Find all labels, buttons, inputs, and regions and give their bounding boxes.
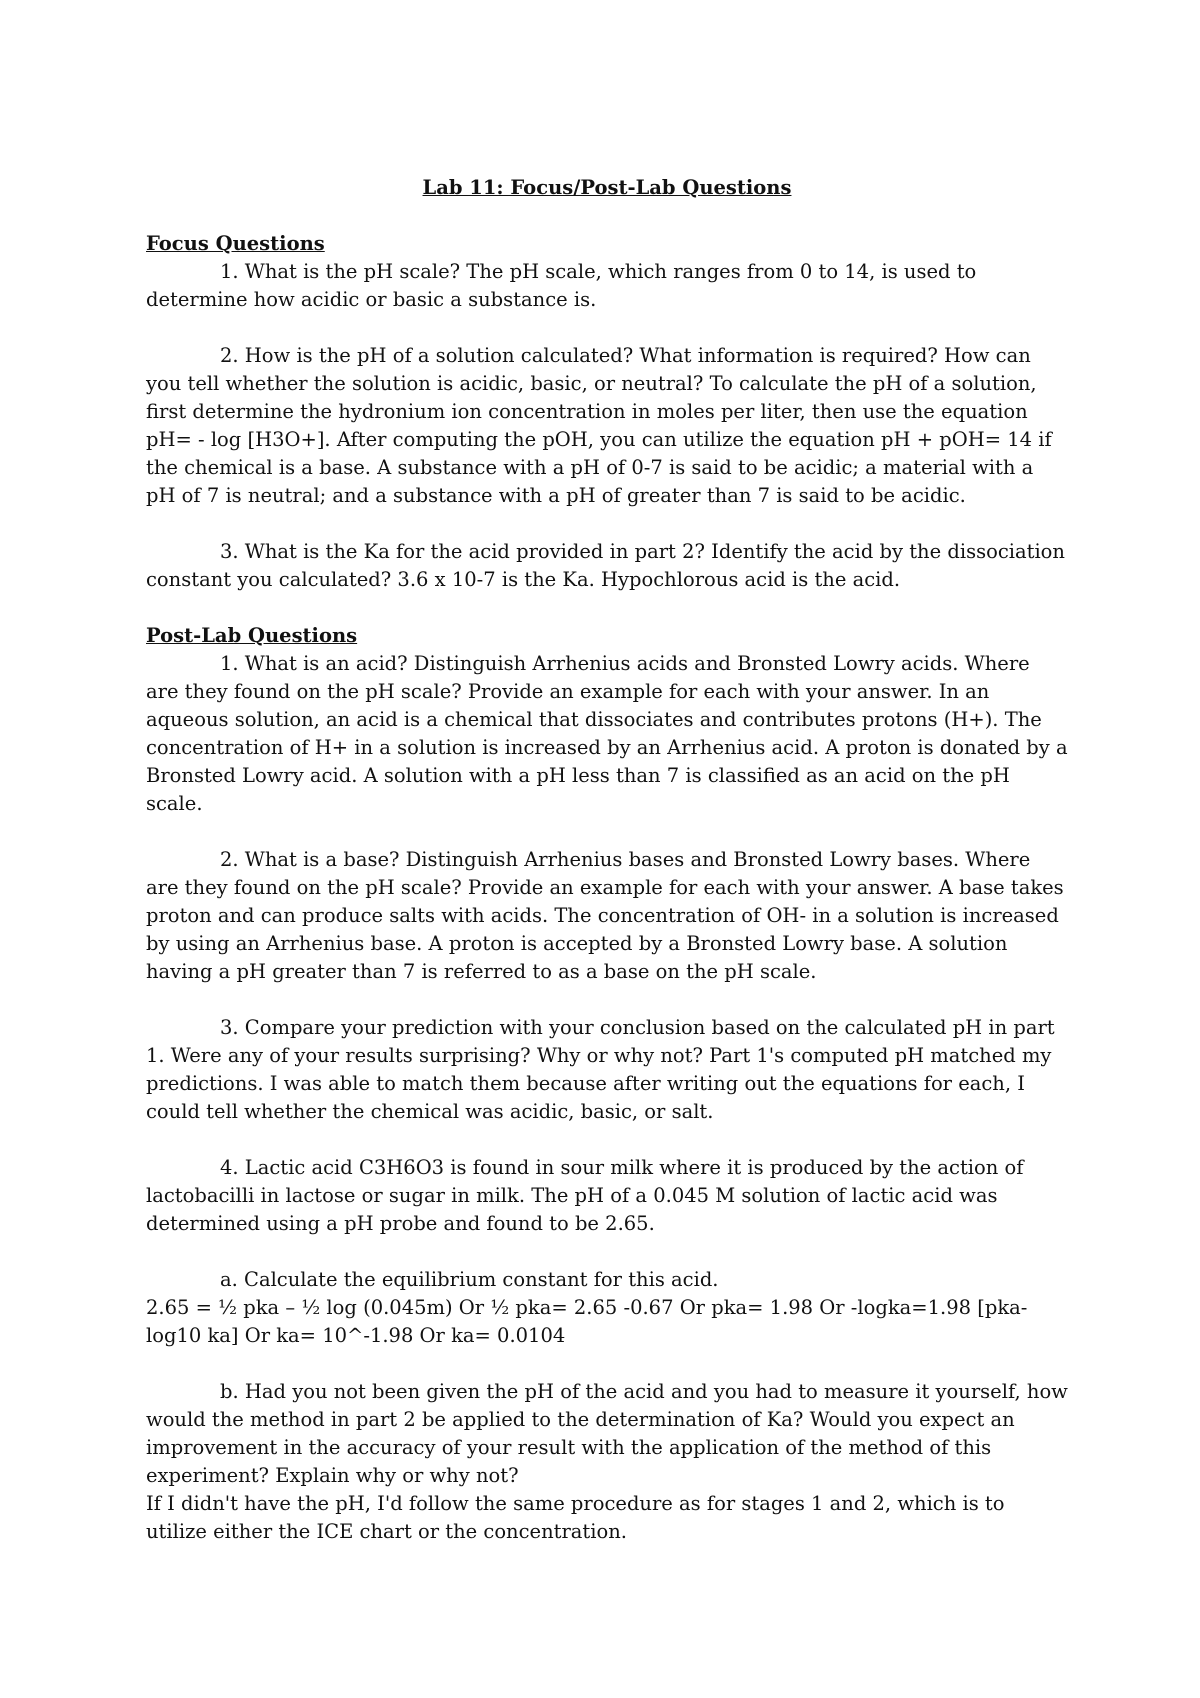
- spacer: [146, 594, 1068, 622]
- post-lab-question-2: 2. What is a base? Distinguish Arrhenius bases and Bronsted Lowry bases. Where are they found on the pH scale? Provide an example for each with your answer. A base takes proton and can produce salts with acids. The concentration of OH- in a solution is increased by using an Arrhenius base. A proton is accepted by a Bronsted Lowry base. A solution having a pH greater than 7 is referred to as a base on the pH scale.: [146, 848, 1064, 983]
- spacer: [146, 1350, 1068, 1378]
- post-lab-questions-heading: Post-Lab Questions: [146, 624, 358, 647]
- post-lab-question-4a: a. Calculate the equilibrium constant for this acid.: [220, 1268, 719, 1291]
- document-content: [146, 174, 1068, 1546]
- focus-question-3: 3. What is the Ka for the acid provided in part 2? Identify the acid by the dissociation constant you calculated? 3.6 x 10-7 is the Ka. Hypochlorous acid is the acid.: [146, 540, 1065, 591]
- post-lab-question-3: 3. Compare your prediction with your conclusion based on the calculated pH in part 1. Were any of your results surprising? Why or why not? Part 1's computed pH matched my predictions. I was able to match them because after writing out the equations for each, I could tell whether the chemical was acidic, basic, or salt.: [146, 1016, 1055, 1123]
- document-title: Lab 11: Focus/Post-Lab Questions: [422, 176, 792, 199]
- focus-question-1: 1. What is the pH scale? The pH scale, which ranges from 0 to 14, is used to determine how acidic or basic a substance is.: [146, 260, 977, 311]
- post-lab-question-4b: b. Had you not been given the pH of the acid and you had to measure it yourself, how would the method in part 2 be applied to the determination of Ka? Would you expect an improvement in the accuracy of your result with the application of the method of this experiment? Explain why or why not?: [146, 1380, 1068, 1487]
- post-lab-answer-4a: 2.65 = ½ pka – ½ log (0.045m) Or ½ pka= 2.65 -0.67 Or pka= 1.98 Or -logka=1.98 [pka-log10 ka] Or ka= 10^-1.98 Or ka= 0.0104: [146, 1296, 1028, 1347]
- post-lab-question-1: 1. What is an acid? Distinguish Arrhenius acids and Bronsted Lowry acids. Where are they found on the pH scale? Provide an example for each with your answer. In an aqueous solution, an acid is a chemical that dissociates and contributes protons (H+). The concentration of H+ in a solution is increased by an Arrhenius acid. A proton is donated by a Bronsted Lowry acid. A solution with a pH less than 7 is classified as an acid on the pH scale.: [146, 652, 1068, 815]
- spacer: [146, 1126, 1068, 1154]
- focus-question-2: 2. How is the pH of a solution calculated? What information is required? How can you tell whether the solution is acidic, basic, or neutral? To calculate the pH of a solution, first determine the hydronium ion concentration in moles per liter, then use the equation pH= - log [H3O+]. After computing the pOH, you can utilize the equation pH + pOH= 14 if the chemical is a base. A substance with a pH of 0-7 is said to be acidic; a material with a pH of 7 is neutral; and a substance with a pH of greater than 7 is said to be acidic.: [146, 344, 1052, 507]
- focus-questions-heading: Focus Questions: [146, 232, 325, 255]
- spacer: [146, 986, 1068, 1014]
- spacer: [146, 1238, 1068, 1266]
- post-lab-answer-4b: If I didn't have the pH, I'd follow the same procedure as for stages 1 and 2, which is to utilize either the ICE chart or the concentration.: [146, 1492, 1005, 1543]
- spacer: [146, 510, 1068, 538]
- spacer: [146, 314, 1068, 342]
- spacer: [146, 818, 1068, 846]
- post-lab-question-4: 4. Lactic acid C3H6O3 is found in sour milk where it is produced by the action of lactobacilli in lactose or sugar in milk. The pH of a 0.045 M solution of lactic acid was determined using a pH probe and found to be 2.65.: [146, 1156, 1024, 1235]
